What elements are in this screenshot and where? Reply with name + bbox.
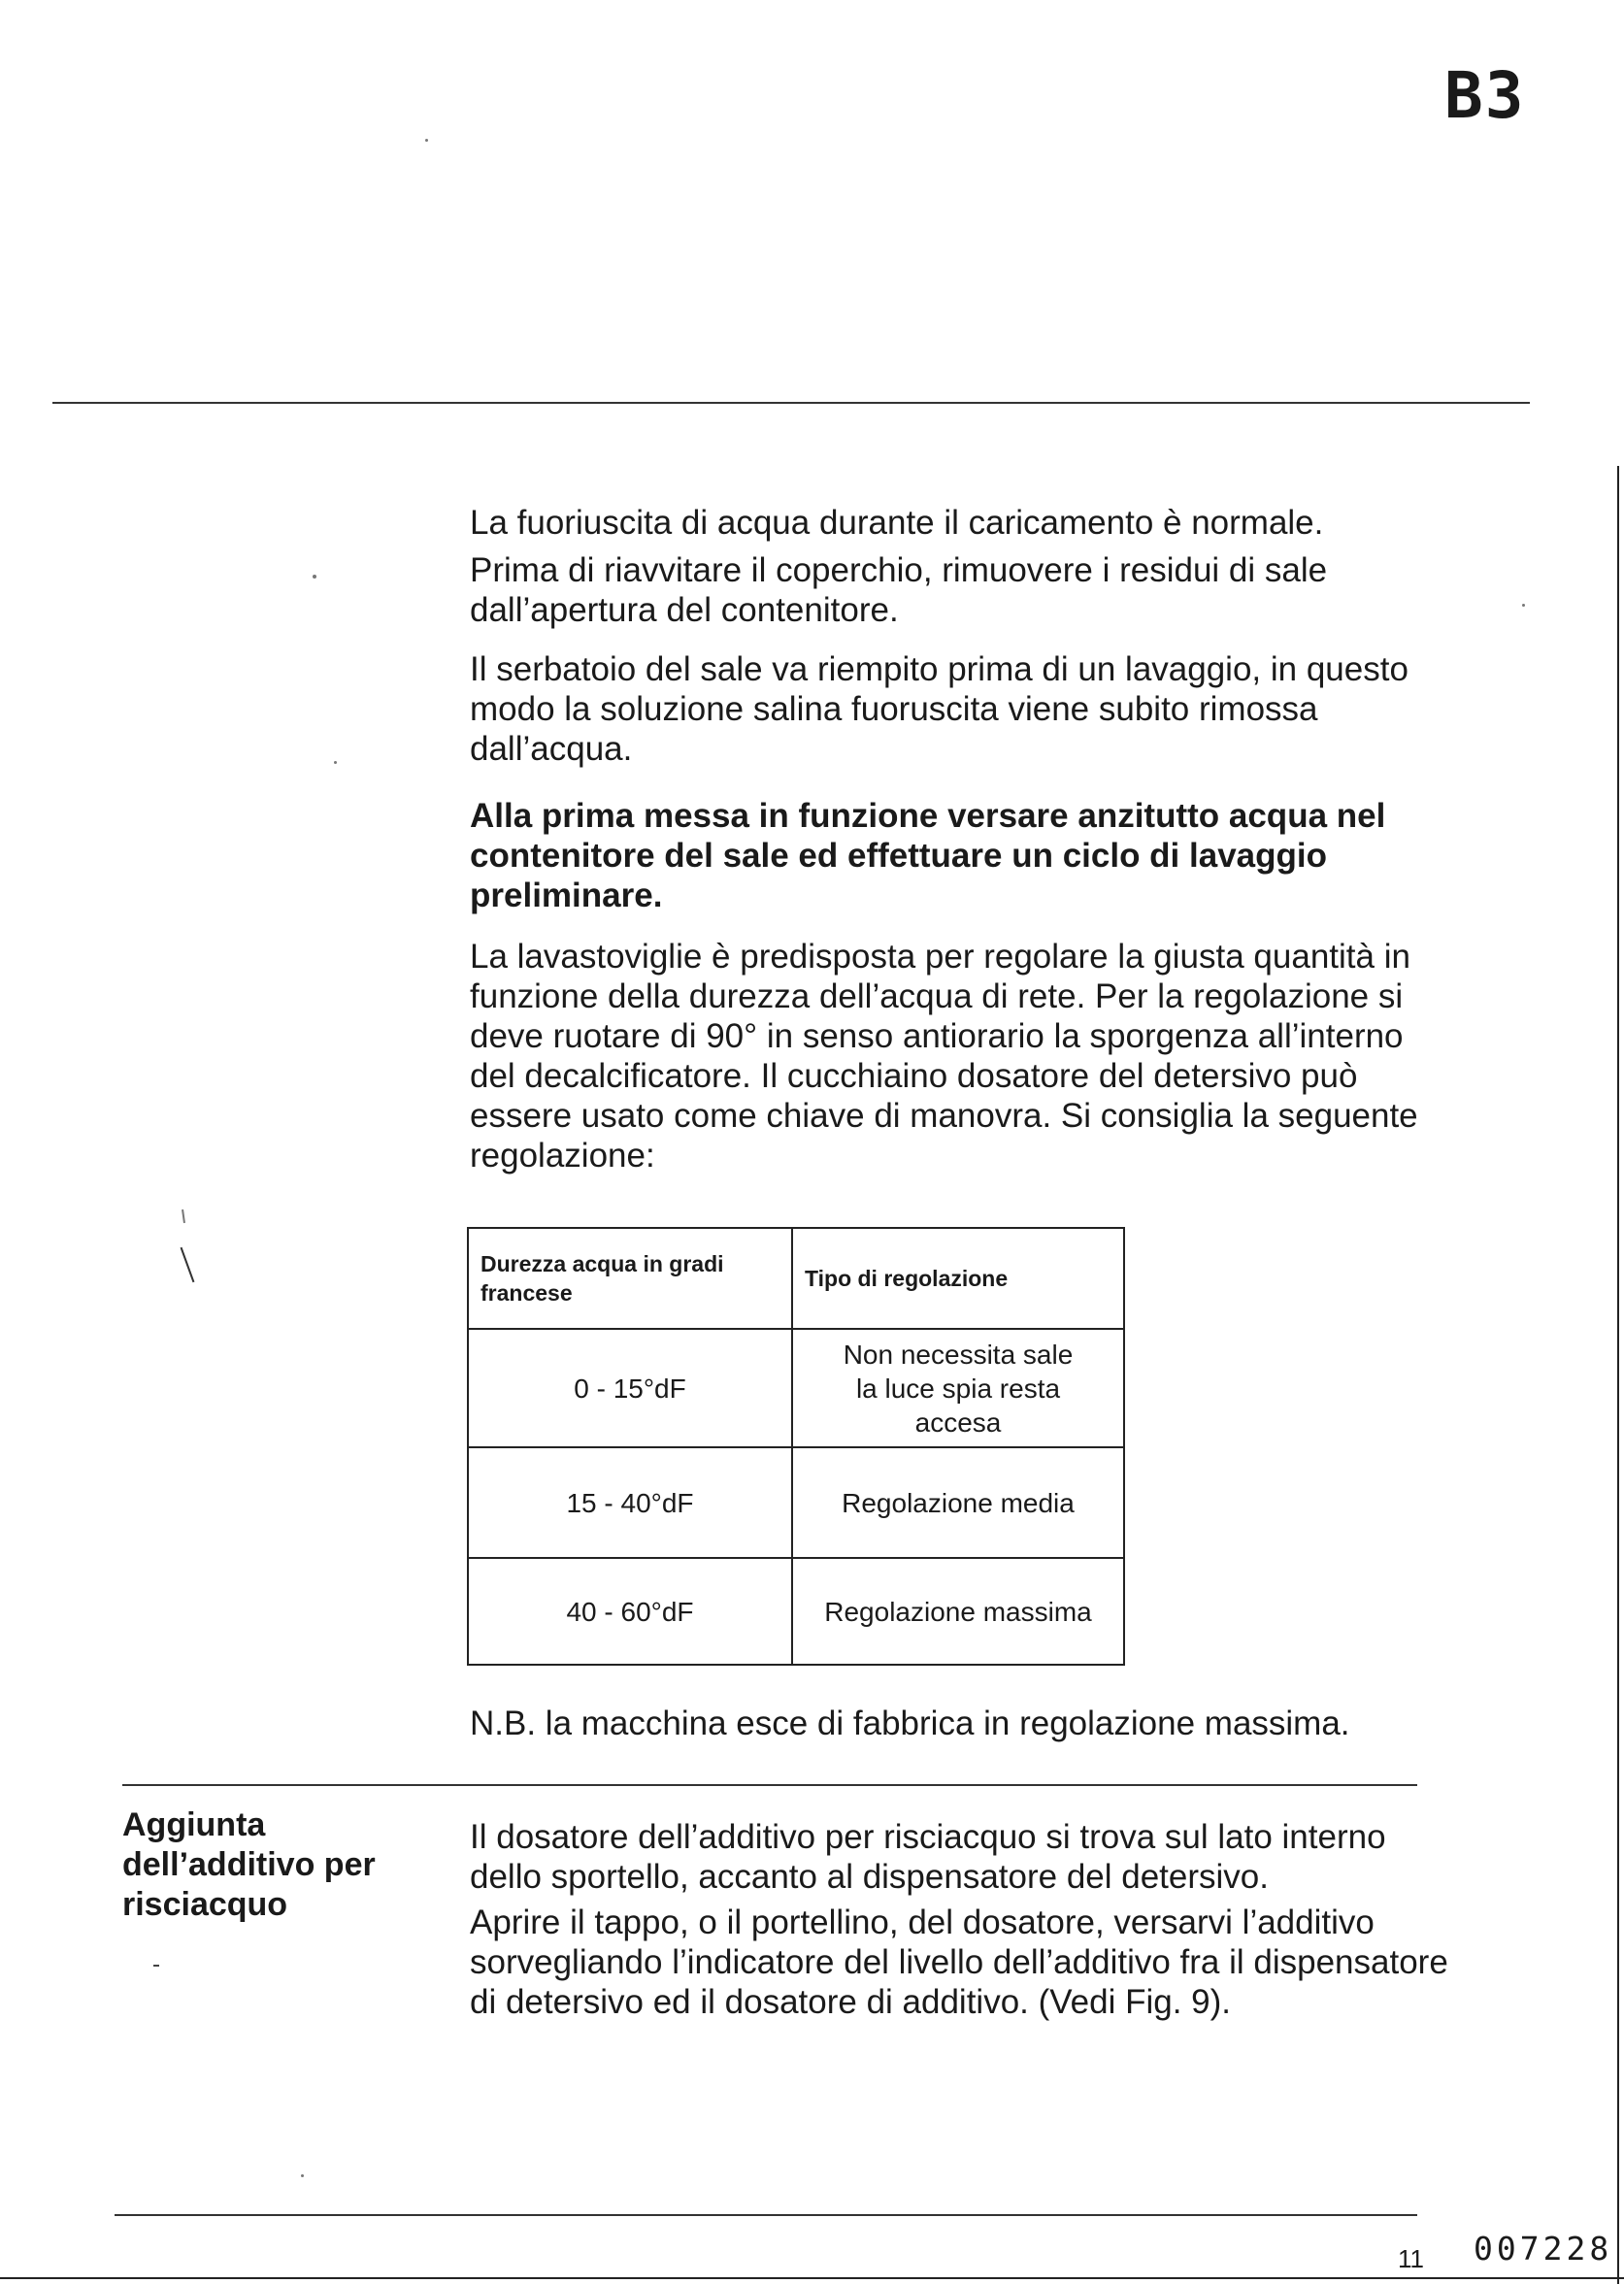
scan-speck xyxy=(301,2174,304,2177)
rinse-aid-heading: Aggiunta dell’additivo per risciacquo xyxy=(122,1806,376,1923)
table-row xyxy=(468,1329,1124,1447)
scan-speck xyxy=(181,1247,195,1282)
scan-speck xyxy=(182,1209,185,1223)
scan-speck xyxy=(313,575,316,579)
table-cell-setting: Regolazione media xyxy=(792,1447,1124,1558)
table-header-setting: Tipo di regolazione xyxy=(792,1228,1124,1329)
table-cell-setting: Regolazione massima xyxy=(792,1558,1124,1665)
document-code: 007228 xyxy=(1474,2230,1613,2267)
rinse-aid-text xyxy=(470,1817,1450,2037)
bottom-divider xyxy=(115,2214,1417,2216)
scan-speck xyxy=(334,761,337,764)
intro-text xyxy=(470,503,1450,1191)
factory-setting-note: N.B. la macchina esce di fabbrica in regolazione massima. xyxy=(470,1705,1350,1742)
intro-paragraph-1: La fuoriuscita di acqua durante il caricamento è normale. xyxy=(470,504,1324,542)
scan-speck xyxy=(1522,604,1525,607)
table-row xyxy=(468,1558,1124,1665)
table-row xyxy=(468,1447,1124,1558)
table-header-row xyxy=(468,1228,1124,1329)
water-hardness-table xyxy=(467,1227,1125,1666)
table-cell-hardness: 0 - 15°dF xyxy=(468,1329,792,1447)
scan-edge xyxy=(1617,466,1619,2284)
top-divider xyxy=(52,402,1530,404)
scan-speck xyxy=(425,139,428,142)
intro-paragraph-2: Prima di riavvitare il coperchio, rimuovere i residui di sale dall’apertura del contenitore. xyxy=(470,551,1328,629)
table-cell-setting: Non necessita sale la luce spia resta accesa xyxy=(792,1329,1124,1447)
table-header-hardness: Durezza acqua in gradi francese xyxy=(468,1228,792,1329)
table-cell-hardness: 40 - 60°dF xyxy=(468,1558,792,1665)
page-number: 11 xyxy=(1398,2244,1424,2273)
first-use-note: Alla prima messa in funzione versare anzitutto acqua nel contenitore del sale ed effettuare un ciclo di lavaggio preliminare. xyxy=(470,797,1386,914)
section-code: B3 xyxy=(1444,58,1526,133)
scan-speck xyxy=(153,1965,159,1967)
intro-paragraph-3: Il serbatoio del sale va riempito prima di un lavaggio, in questo modo la soluzione salina fuoruscita viene subito rimossa dall’acqua. xyxy=(470,650,1409,768)
section-divider xyxy=(122,1784,1417,1786)
intro-paragraph-4: La lavastoviglie è predisposta per regolare la giusta quantità in funzione della durezza dell’acqua di rete. Per la regolazione si deve ruotare di 90° in senso antiorario la sporgenza all’interno del decalcificatore. Il cucchiaino dosatore del detersivo può essere usato come chiave di manovra. Si consiglia la seguente regolazione: xyxy=(470,938,1418,1175)
table-cell-hardness: 15 - 40°dF xyxy=(468,1447,792,1558)
rinse-paragraph-1: Il dosatore dell’additivo per risciacquo si trova sul lato interno dello sportello, accanto al dispensatore del detersivo. xyxy=(470,1818,1386,1896)
scan-edge xyxy=(0,2277,1624,2279)
rinse-paragraph-2: Aprire il tappo, o il portellino, del dosatore, versarvi l’additivo sorvegliando l’indicatore del livello dell’additivo fra il dispensatore di detersivo ed il dosatore di additivo. (Vedi Fig. 9). xyxy=(470,1903,1448,2021)
